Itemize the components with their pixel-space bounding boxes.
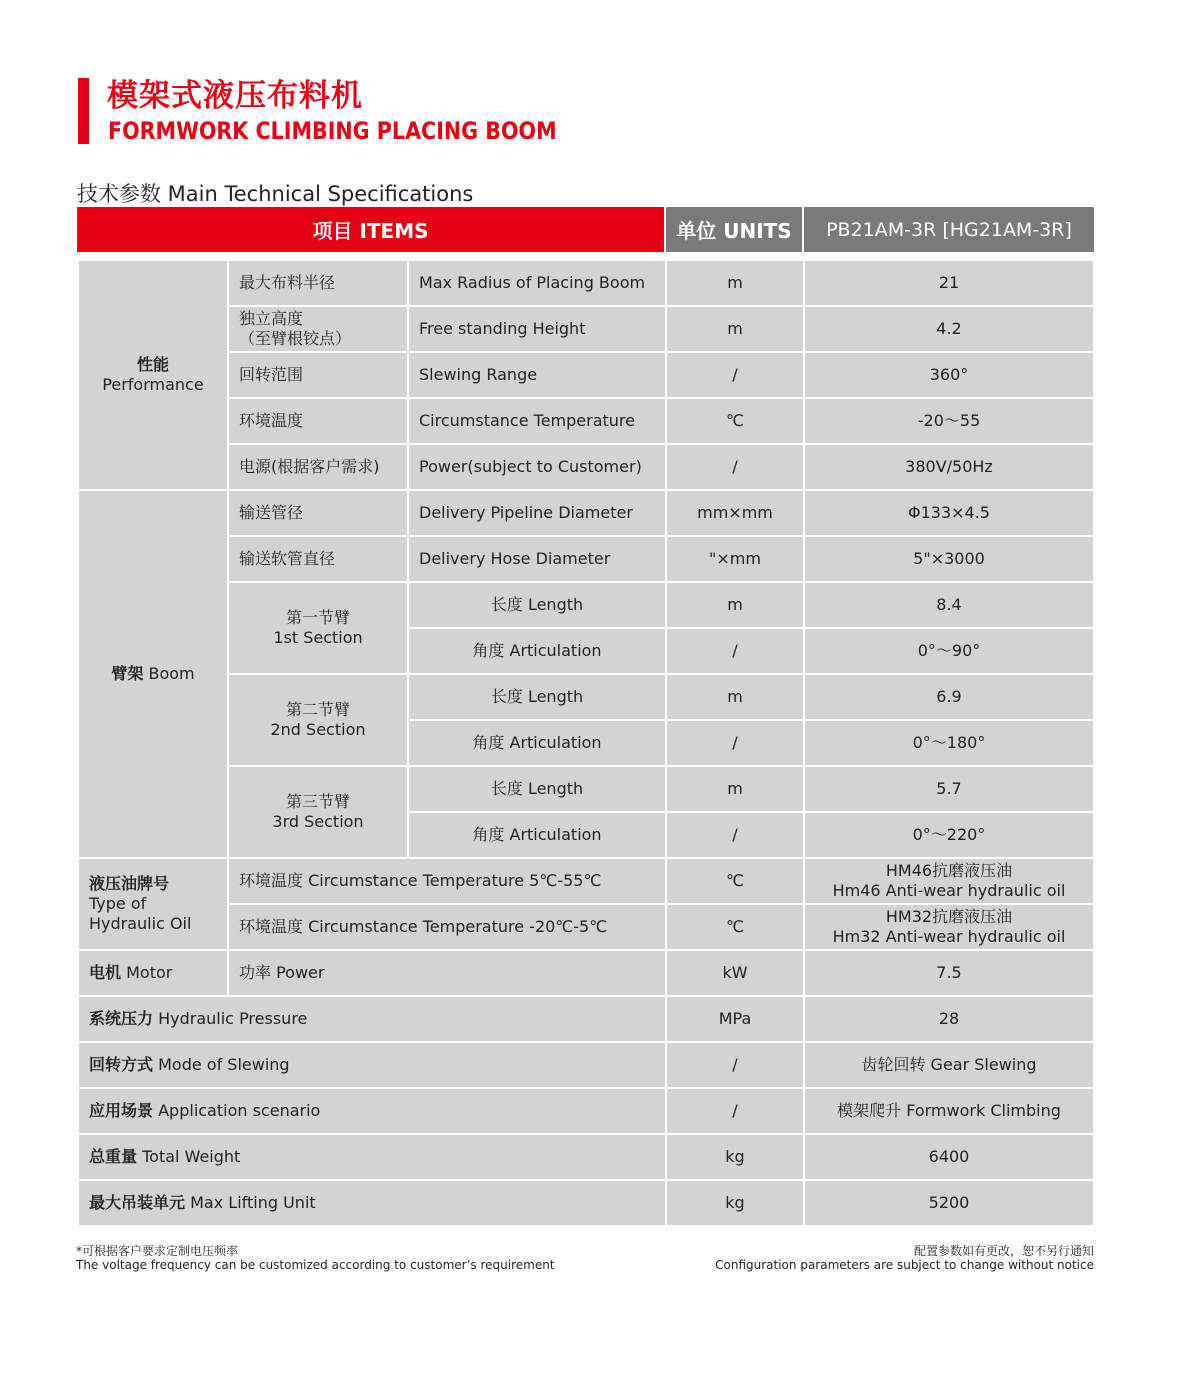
- value-cell: 0°～90°: [804, 628, 1094, 674]
- table-row: [78, 904, 1094, 950]
- param-label-cn: 回转方式: [89, 1055, 154, 1074]
- group-label-cn: 臂架: [111, 664, 144, 683]
- section-label-en: 2nd Section: [270, 720, 366, 739]
- param-label-en: Max Lifting Unit: [190, 1193, 316, 1212]
- value-line2: Hm32 Anti-wear hydraulic oil: [832, 927, 1066, 946]
- column-header-units: 单位 UNITS: [666, 207, 802, 252]
- param-label: [78, 1180, 666, 1226]
- spec-table: [77, 259, 1095, 1227]
- section-label: [228, 674, 408, 766]
- group-boom: [78, 490, 228, 858]
- param-label-cn: 应用场景: [89, 1101, 154, 1120]
- section-label-en: 1st Section: [273, 628, 363, 647]
- param-label: 长度 Length: [408, 674, 666, 720]
- table-row: [78, 260, 1094, 306]
- param-label-en: Power(subject to Customer): [408, 444, 666, 490]
- column-header-items: 项目 ITEMS: [77, 207, 664, 252]
- param-label: 功率 Power: [228, 950, 666, 996]
- value-cell: 28: [804, 996, 1094, 1042]
- unit-cell: ℃: [666, 858, 804, 904]
- table-row: [78, 444, 1094, 490]
- param-label: 环境温度 Circumstance Temperature -20℃-5℃: [228, 904, 666, 950]
- param-label-cn: 总重量: [89, 1147, 138, 1166]
- param-label: [78, 1042, 666, 1088]
- value-cell: [804, 904, 1094, 950]
- group-label-en-line1: Type of: [89, 894, 147, 913]
- table-row: [78, 950, 1094, 996]
- param-label-cn: 最大吊装单元: [89, 1193, 186, 1212]
- unit-cell: /: [666, 628, 804, 674]
- footnote-left-cn: *可根据客户要求定制电压频率: [76, 1244, 239, 1258]
- unit-cell: mm×mm: [666, 490, 804, 536]
- column-header-model: PB21AM-3R [HG21AM-3R]: [804, 207, 1094, 252]
- param-label-en: Delivery Hose Diameter: [408, 536, 666, 582]
- param-label-cn: 输送管径: [228, 490, 408, 536]
- unit-cell: m: [666, 582, 804, 628]
- table-row: [78, 766, 1094, 812]
- table-row: [78, 1180, 1094, 1226]
- param-label-cn: [228, 306, 408, 352]
- unit-cell: m: [666, 306, 804, 352]
- section-label: [228, 766, 408, 858]
- section-label: [228, 582, 408, 674]
- value-cell: 7.5: [804, 950, 1094, 996]
- value-cell: 8.4: [804, 582, 1094, 628]
- value-cell: 6400: [804, 1134, 1094, 1180]
- param-label: 角度 Articulation: [408, 720, 666, 766]
- page-title-en: FORMWORK CLIMBING PLACING BOOM: [108, 117, 557, 145]
- param-label-cn: 最大布料半径: [228, 260, 408, 306]
- value-cell: 380V/50Hz: [804, 444, 1094, 490]
- unit-cell: m: [666, 674, 804, 720]
- group-hydraulic-oil: [78, 858, 228, 950]
- table-row: [78, 1042, 1094, 1088]
- param-label-en: Hydraulic Pressure: [158, 1009, 308, 1028]
- param-label: [78, 1134, 666, 1180]
- footnote-right-en: Configuration parameters are subject to change without notice: [715, 1258, 1094, 1272]
- footnote-left-en: The voltage frequency can be customized according to customer’s requirement: [76, 1258, 555, 1272]
- param-label-en: Slewing Range: [408, 352, 666, 398]
- unit-cell: /: [666, 444, 804, 490]
- value-cell: 5.7: [804, 766, 1094, 812]
- table-row: [78, 536, 1094, 582]
- section-subtitle: 技术参数 Main Technical Specifications: [77, 182, 474, 206]
- param-label: [78, 1088, 666, 1134]
- value-cell: 6.9: [804, 674, 1094, 720]
- footnote-right-cn: 配置参数如有更改，恕不另行通知: [913, 1244, 1094, 1258]
- param-label-cn: 输送软管直径: [228, 536, 408, 582]
- value-cell: 5200: [804, 1180, 1094, 1226]
- table-row: [78, 490, 1094, 536]
- param-label: [78, 996, 666, 1042]
- param-label: 角度 Articulation: [408, 628, 666, 674]
- table-row: [78, 352, 1094, 398]
- unit-cell: ℃: [666, 904, 804, 950]
- value-cell: 21: [804, 260, 1094, 306]
- table-row: [78, 674, 1094, 720]
- unit-cell: /: [666, 812, 804, 858]
- unit-cell: /: [666, 352, 804, 398]
- table-row: [78, 582, 1094, 628]
- group-label-cn: 性能: [136, 355, 169, 374]
- page-title-cn: 模架式液压布料机: [107, 78, 363, 114]
- group-motor: [78, 950, 228, 996]
- table-row: [78, 996, 1094, 1042]
- param-label-en: Circumstance Temperature: [408, 398, 666, 444]
- value-line1: HM32抗磨液压油: [885, 907, 1013, 926]
- param-label-cn-line1: 独立高度: [239, 309, 304, 328]
- value-cell: Φ133×4.5: [804, 490, 1094, 536]
- group-label-cn: 电机: [89, 963, 122, 982]
- param-label-cn: 回转范围: [228, 352, 408, 398]
- unit-cell: kg: [666, 1180, 804, 1226]
- table-row: [78, 1088, 1094, 1134]
- unit-cell: m: [666, 766, 804, 812]
- group-label-en: Boom: [148, 664, 195, 683]
- param-label-cn: 环境温度: [228, 398, 408, 444]
- param-label-en: Free standing Height: [408, 306, 666, 352]
- unit-cell: ℃: [666, 398, 804, 444]
- unit-cell: kW: [666, 950, 804, 996]
- value-cell: 0°～180°: [804, 720, 1094, 766]
- value-cell: 模架爬升 Formwork Climbing: [804, 1088, 1094, 1134]
- value-cell: [804, 858, 1094, 904]
- param-label-en: Mode of Slewing: [158, 1055, 290, 1074]
- value-line1: HM46抗磨液压油: [885, 861, 1013, 880]
- unit-cell: m: [666, 260, 804, 306]
- value-cell: 齿轮回转 Gear Slewing: [804, 1042, 1094, 1088]
- group-label-cn: 液压油牌号: [89, 874, 170, 893]
- param-label-cn: 系统压力: [89, 1009, 154, 1028]
- param-label-cn: 电源(根据客户需求): [228, 444, 408, 490]
- table-row: [78, 858, 1094, 904]
- unit-cell: /: [666, 1042, 804, 1088]
- param-label: 角度 Articulation: [408, 812, 666, 858]
- title-accent-bar: [78, 78, 89, 144]
- param-label: 环境温度 Circumstance Temperature 5℃-55℃: [228, 858, 666, 904]
- group-performance: [78, 260, 228, 490]
- param-label-en: Application scenario: [158, 1101, 321, 1120]
- group-label-en-line2: Hydraulic Oil: [89, 914, 192, 933]
- unit-cell: /: [666, 1088, 804, 1134]
- section-label-cn: 第三节臂: [285, 792, 350, 811]
- unit-cell: MPa: [666, 996, 804, 1042]
- param-label-cn-line2: （至臂根铰点）: [239, 329, 352, 348]
- unit-cell: "×mm: [666, 536, 804, 582]
- table-row: [78, 306, 1094, 352]
- value-cell: 5"×3000: [804, 536, 1094, 582]
- section-label-cn: 第一节臂: [285, 608, 350, 627]
- table-row: [78, 1134, 1094, 1180]
- value-cell: 4.2: [804, 306, 1094, 352]
- value-cell: -20～55: [804, 398, 1094, 444]
- param-label-en: Delivery Pipeline Diameter: [408, 490, 666, 536]
- value-line2: Hm46 Anti-wear hydraulic oil: [832, 881, 1066, 900]
- table-row: [78, 398, 1094, 444]
- group-label-en: Performance: [102, 375, 204, 394]
- param-label-en: Max Radius of Placing Boom: [408, 260, 666, 306]
- group-label-en: Motor: [126, 963, 173, 982]
- section-label-en: 3rd Section: [272, 812, 364, 831]
- section-label-cn: 第二节臂: [285, 700, 350, 719]
- unit-cell: /: [666, 720, 804, 766]
- param-label: 长度 Length: [408, 766, 666, 812]
- param-label: 长度 Length: [408, 582, 666, 628]
- param-label-en: Total Weight: [142, 1147, 241, 1166]
- unit-cell: kg: [666, 1134, 804, 1180]
- value-cell: 0°～220°: [804, 812, 1094, 858]
- value-cell: 360°: [804, 352, 1094, 398]
